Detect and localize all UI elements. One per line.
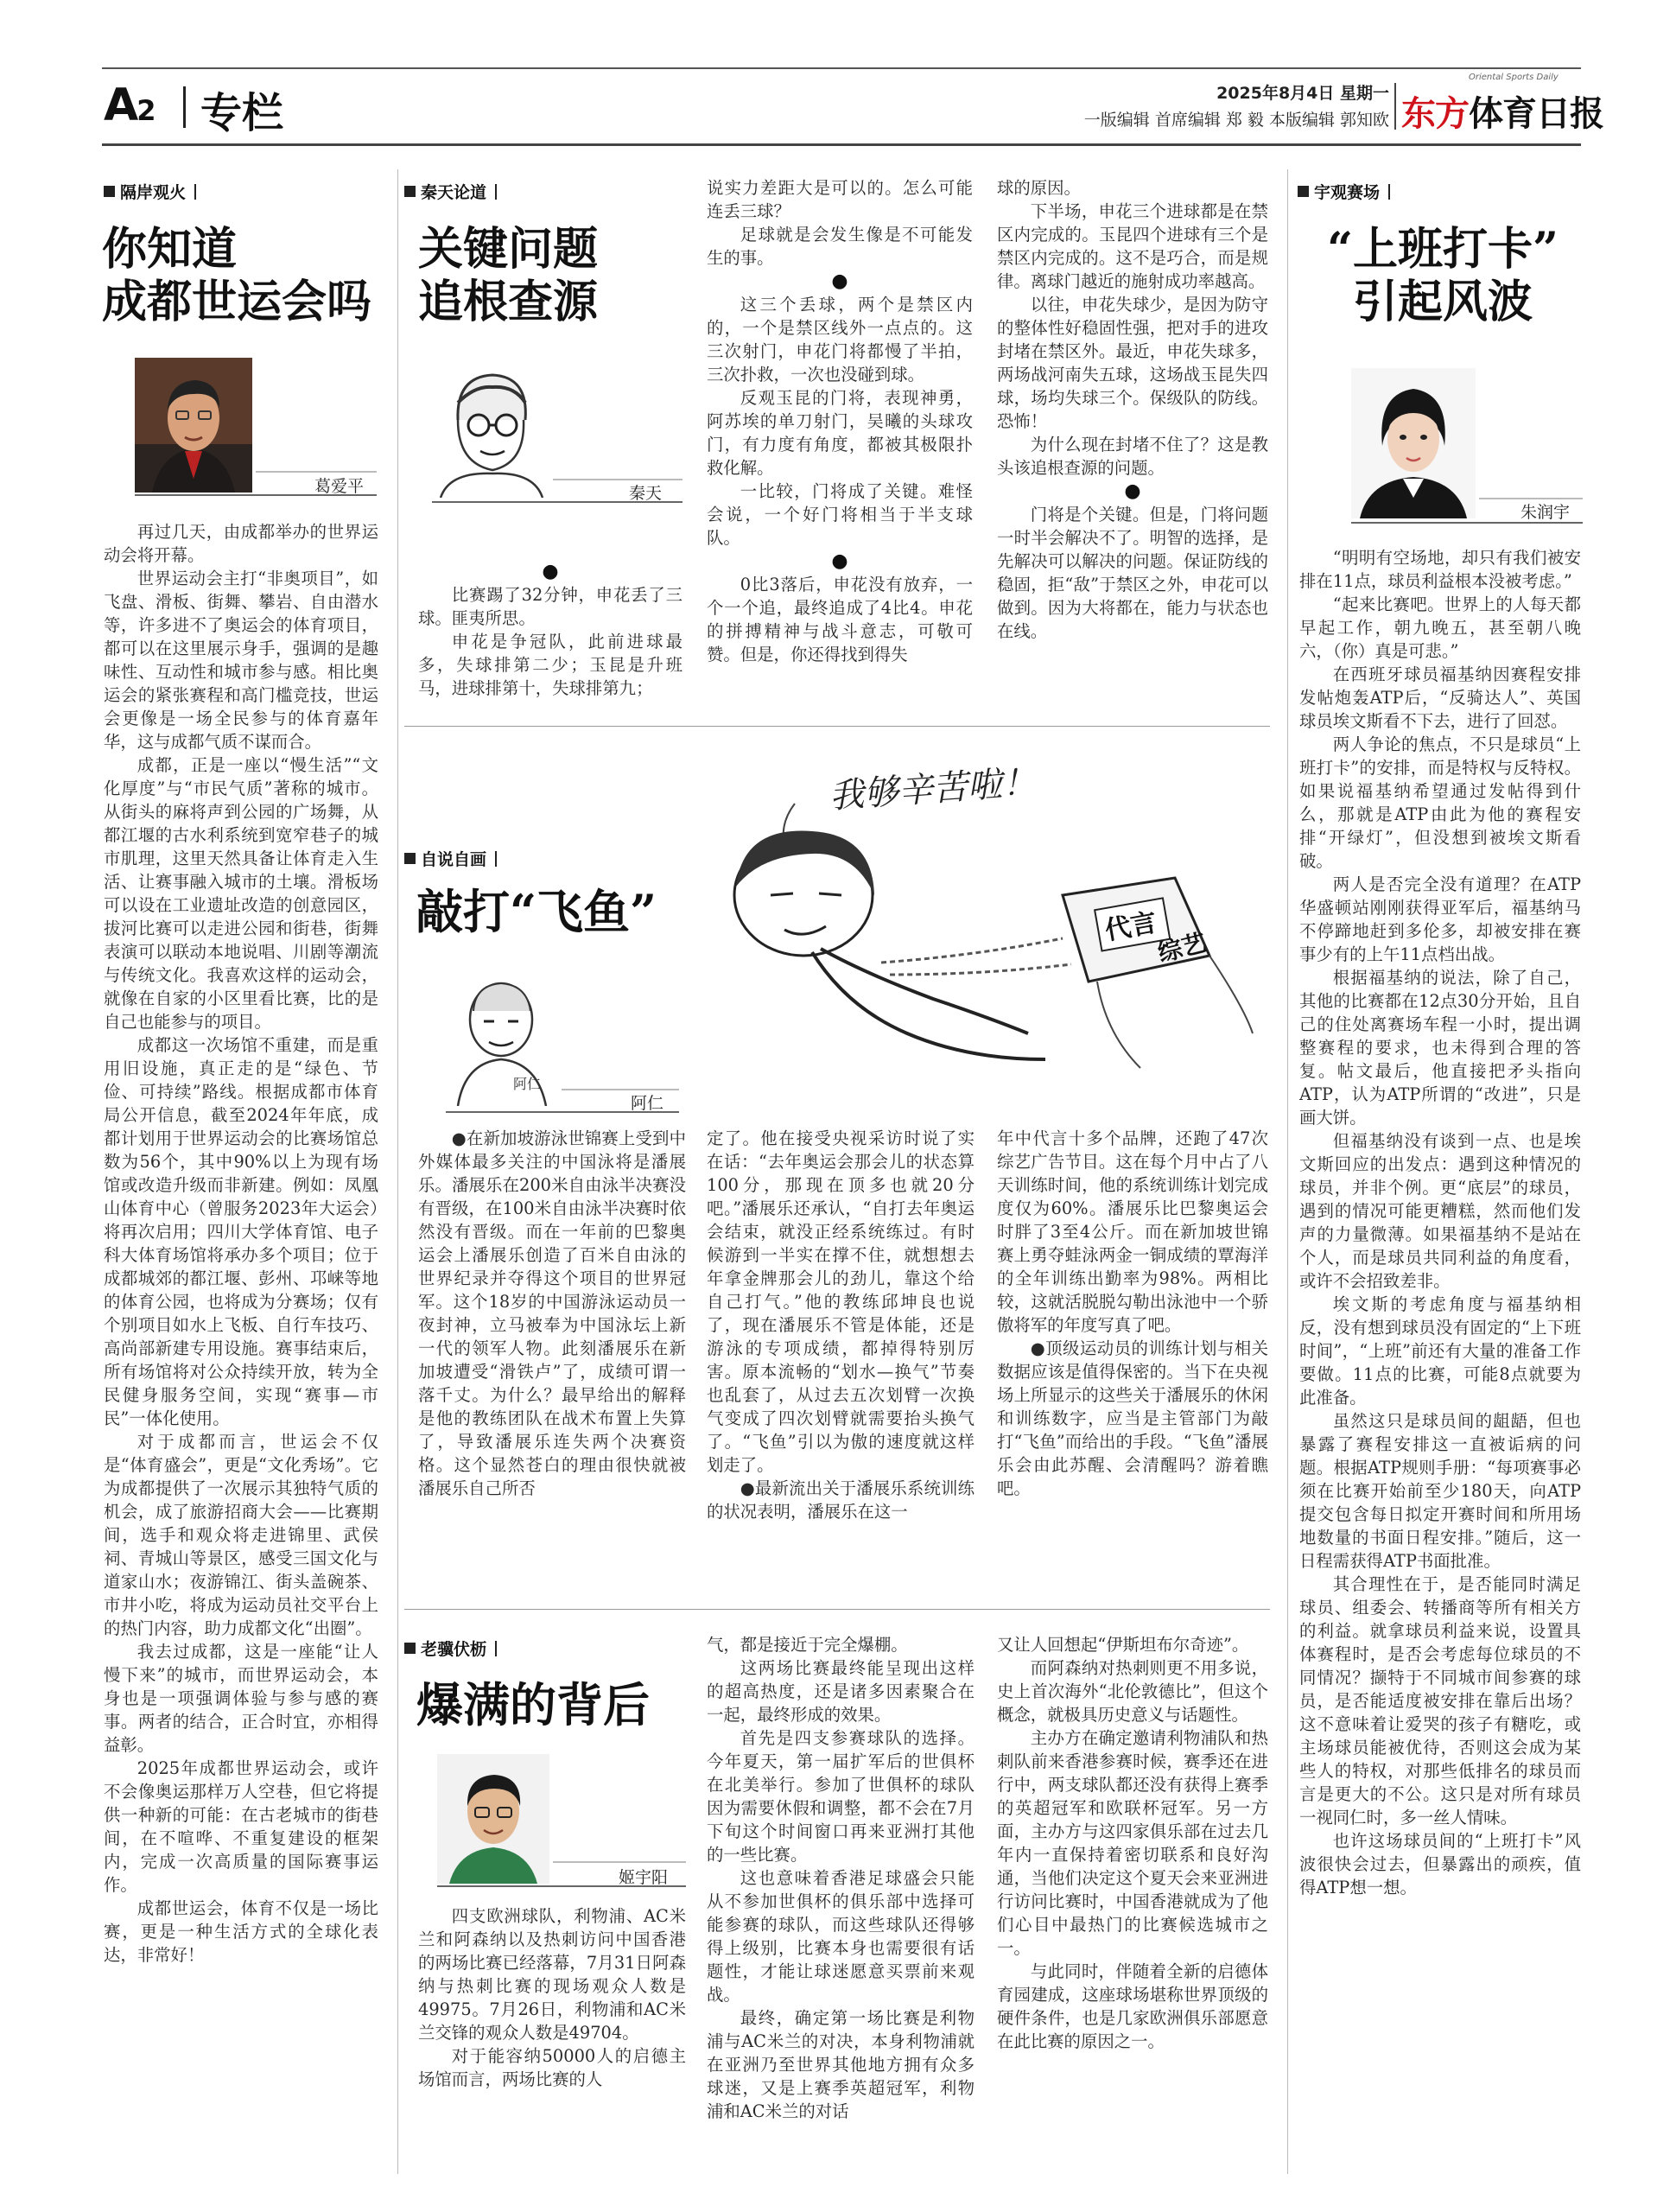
cartoon-bag-label-2: 综艺: [1155, 928, 1209, 968]
page-code: A2: [104, 79, 155, 131]
section-title: 专栏: [200, 89, 284, 137]
column-label-2: 秦天论道: [404, 180, 497, 203]
paragraph: 门将是个关键。但是，门将问题一时半会解决不了。明智的选择，是先解决可以解决的问题。保证防线的稳固，拒“敌”于禁区之外，申花可以做到。因为大将都在，能力与状态也在线。: [997, 505, 1268, 641]
author-name-3: 朱润宇: [1521, 503, 1571, 522]
label-square-icon: [404, 853, 416, 864]
label-square-icon: [404, 1643, 416, 1654]
paragraph: 球的原因。: [997, 178, 1081, 198]
article-headline-2: 关键问题 追根查源: [418, 223, 599, 329]
cartoon-bag-label-1: 代言: [1102, 907, 1159, 947]
article-body-4b: [707, 1127, 975, 1593]
paragraph: 首先是四支参赛球队的选择。今年夏天，第一届扩军后的世俱杯在北美举行。参加了世俱杯的球队因为需要休假和调整，都不会在7月下旬这个时间窗口再来亚洲打其他的一些比赛。: [707, 1728, 975, 1865]
paragraph: 其合理性在于，是否能同时满足球员、组委会、转播商等所有相关方的利益。就拿球员利益来说，设置具体赛程时，是否会考虑每位球员的不同情况？撷特于不同城市间参赛的球员，是否能适度被安排在靠后出场？这不意味着让爱哭的孩子有糖吃，或主场球员能被优待，否则这会成为某些人的特权，对那些低排名的球员而言是更大的不公。这只是对所有球员一视同仁时，多一丝人情味。: [1299, 1574, 1581, 1827]
byline-underline-1: [256, 471, 377, 473]
column-label-5: 老骥伏枥: [404, 1637, 497, 1660]
logo-red-part: 东方: [1401, 93, 1469, 134]
paragraph: 最终，确定第一场比赛是利物浦与AC米兰的对决，本身利物浦就在亚洲乃至世界其他地方拥有众多球迷，又是上赛季英超冠军，利物浦和AC米兰的对话: [707, 2008, 975, 2121]
paragraph: 气，都是接近于完全爆棚。: [707, 1635, 908, 1655]
label-bar: [495, 851, 497, 867]
editor-credits: 一版编辑 首席编辑 郑 毅 本版编辑 郭知欧: [1083, 111, 1389, 130]
article-body-1: [104, 520, 378, 2145]
logo-separator: [1394, 83, 1396, 130]
paragraph: 虽然这只是球员间的龃龉，但也暴露了赛程安排这一直被诟病的问题。根据ATP规则手册：“每项赛事必须在比赛开始前至少180天，向ATP提交包含每日拟定开赛时间和所用场地数量的书面日程安排。”随后，这一日程需获得ATP书面批准。: [1299, 1411, 1581, 1571]
article-headline-1: 你知道 成都世运会吗: [102, 223, 372, 329]
logo-english: Oriental Sports Daily: [1469, 73, 1559, 82]
article-body-5c: [997, 1633, 1268, 2169]
paragraph: 两人是否完全没有道理？在ATP华盛顿站刚刚获得亚军后，福基纳马不停蹄地赶到多伦多，却被安排在赛事少有的上午11点档出战。: [1299, 874, 1581, 964]
label-square-icon: [404, 186, 416, 197]
bullet-dot: ●: [831, 270, 848, 292]
author-photo-1: [135, 358, 252, 493]
logo-black-part: 体育日报: [1469, 93, 1603, 134]
paragraph: 申花是争冠队，此前进球最多，失球排第二少；玉昆是升班马，进球排第十，失球排第九；: [418, 632, 682, 698]
author-photo-3: [1351, 368, 1476, 518]
paragraph: 也许这场球员间的“上班打卡”风波很快会过去，但暴露出的顽疾，值得ATP想一想。: [1299, 1831, 1581, 1897]
paragraph: 一比较，门将成了关键。难怪会说，一个好门将相当于半支球队。: [707, 481, 973, 548]
article-body-5b: [707, 1633, 975, 2169]
bullet-dot: ●: [1124, 480, 1141, 502]
label-bar: [495, 184, 497, 200]
paragraph: 足球就是会发生像是不可能发生的事。: [707, 225, 973, 268]
paragraph: “明明有空场地，却只有我们被安排在11点，球员利益根本没被考虑。”: [1299, 548, 1581, 591]
article-headline-3: “上班打卡” 引起风波: [1327, 223, 1559, 329]
article-body-2c: [997, 176, 1268, 712]
paragraph: 对于能容纳50000人的启德主场馆而言，两场比赛的人: [418, 2046, 686, 2089]
cartoon-caption: 我够辛苦啦！: [828, 762, 1038, 817]
paragraph: 我去过成都，这是一座能“让人慢下来”的城市，而世界运动会，本身也是一项强调体验与参与感的赛事。两者的结合，正合时宜，亦相得益彰。: [104, 1642, 378, 1755]
paragraph: ●在新加坡游泳世锦赛上受到中外媒体最多关注的中国泳将是潘展乐。潘展乐在200米自由泳半决赛没有晋级，在100米自由泳半决赛时依然没有晋级。而在一年前的巴黎奥运会上潘展乐创造了百米自由泳的世界纪录并夺得这个项目的世界冠军。这个18岁的中国游泳运动员一夜封神，立马被奉为中国泳坛上新一代的领军人物。此刻潘展乐在新加坡遭受“滑铁卢”了，成绩可谓一落千丈。为什么？最早给出的解释是他的教练团队在战术布置上失算了，导致潘展乐连失两个决赛资格。这个显然苍白的理由很快就被潘展乐自己所否: [418, 1128, 686, 1498]
paragraph: 成都这一次场馆不重建，而是重用旧设施，真正走的是“绿色、节俭、可持续”路线。根据成都市体育局公开信息，截至2024年年底，成都计划用于世界运动会的比赛场馆总数为56个，其中90%以上为现有场馆或改造升级而非新建。例如：凤凰山体育中心（曾服务2023年大运会）将再次启用；四川大学体育馆、电子科大体育场馆将承办多个项目；位于成都城郊的都江堰、彭州、邛崃等地的体育公园，也将成为分赛场；仅有个别项目如水上飞板、自行车技巧、高尚部新建专用设施。赛事结束后，所有场馆将对公众持续开放，转为全民健身服务空间，实现“赛事—市民”一体化使用。: [104, 1035, 378, 1428]
article-headline-4: 敲打“飞鱼”: [416, 884, 657, 939]
paragraph: 世界运动会主打“非奥项目”，如飞盘、滑板、街舞、攀岩、自由潜水等，许多进不了奥运会的体育项目，都可以在这里展示身手，强调的是趣味性、互动性和城市参与感。相比奥运会的紧张赛程和高门槛竞技，世运会更像是一场全民参与的体育嘉年华，这与成都气质不谋而合。: [104, 569, 378, 752]
bullet-dot: ●: [831, 550, 848, 572]
paragraph: 年中代言十多个品牌，还跑了47次综艺广告节目。这在每个月中占了八天训练时间，他的系统训练计划完成度仅为60%。潘展乐比巴黎奥运会时胖了3至4公斤。而在新加坡世锦赛上勇夺蛙泳两金一铜成绩的覃海洋的全年训练出勤率为98%。两相比较，这就活脱脱勾勒出泳池中一个骄傲将军的年度写真了吧。: [997, 1128, 1268, 1335]
paragraph: 成都世运会，体育不仅是一场比赛，更是一种生活方式的全球化表达，非常好！: [104, 1898, 378, 1965]
masthead-bottom-rule: [102, 143, 1581, 146]
paragraph: 这也意味着香港足球盛会只能从不参加世俱杯的俱乐部中选择可能参赛的球队，而这些球队还得够得上级别，比赛本身也需要很有话题性，才能让球迷愿意买票前来观战。: [707, 1868, 975, 2005]
paragraph: 成都，正是一座以“慢生活”“文化厚度”与“市民气质”著称的城市。从街头的麻将声到公园的广场舞，从都江堰的古水利系统到宽窄巷子的城市肌理，这里天然具备让体育走入生活、让赛事融入城市的土壤。滑板场可以设在工业遗址改造的创意园区，拔河比赛可以走进公园和街巷，街舞表演可以联动本地说唱、川剧等潮流与传统文化。我喜欢这样的运动会，就像在自家的小区里看比赛，比的是自己也能参与的项目。: [104, 755, 378, 1032]
author-name-4: 阿仁: [631, 1094, 664, 1113]
author-name-2: 秦天: [629, 484, 663, 503]
paragraph: 0比3落后，申花没有放弃，一个一个追，最终追成了4比4。申花的拼搏精神与战斗意志，可敬可赞。但是，你还得找到得失: [707, 575, 973, 664]
paragraph: 2025年成都世界运动会，或许不会像奥运那样万人空巷，但它将提供一种新的可能：在古老城市的街巷间，在不喧哗、不重复建设的框架内，完成一次高质量的国际赛事运作。: [104, 1758, 378, 1895]
paragraph: “起来比赛吧。世界上的人每天都早起工作，朝九晚五，甚至朝八晚六，（你）真是可悲。”: [1299, 594, 1581, 661]
paragraph: 主办方在确定邀请利物浦队和热刺队前来香港参赛时候，赛季还在进行中，两支球队都还没有获得上赛季的英超冠军和欧联杯冠军。另一方面，主办方与这四家俱乐部在过去几年内一直保持着密切联系和良好沟通，当他们决定这个夏天会来亚洲进行访问比赛时，中国香港就成为了他们心目中最热门的比赛候选城市之一。: [997, 1728, 1268, 1958]
label-square-icon: [104, 186, 115, 197]
article-body-4a: [418, 1127, 686, 1593]
svg-text:阿仁: 阿仁: [513, 1076, 542, 1092]
masthead-separator: [183, 86, 186, 128]
paragraph: 再过几天，由成都举办的世界运动会将开幕。: [104, 522, 378, 565]
issue-date: 2025年8月4日 星期一: [1216, 84, 1389, 103]
paragraph: 说实力差距大是可以的。怎么可能连丢三球？: [707, 178, 973, 221]
column-divider: [397, 169, 398, 2174]
author-caricature-4: [446, 976, 558, 1106]
section-divider: [404, 1609, 1270, 1610]
paragraph: 下半场，申花三个进球都是在禁区内完成的。玉昆四个进球有三个是禁区内完成的。这不是巧合，而是规律。离球门越近的施射成功率越高。: [997, 201, 1268, 291]
section-divider: [404, 726, 1270, 727]
column-label-1: 隔岸观火: [104, 180, 196, 203]
paragraph: 比赛踢了32分钟，申花丢了三球。匪夷所思。: [418, 585, 682, 628]
paragraph: 这两场比赛最终能呈现出这样的超高热度，还是诸多因素聚合在一起，最终形成的效果。: [707, 1658, 975, 1725]
article-body-2b: [707, 176, 973, 712]
author-name-5: 姬宇阳: [619, 1868, 669, 1887]
byline-underline-5: [553, 1861, 686, 1863]
editorial-cartoon: [691, 748, 1287, 1094]
paragraph: 定了。他在接受央视采访时说了实在话：“去年奥运会那会儿的状态算100分，那现在顶多也就20分吧。”潘展乐还承认，“自打去年奥运会结束，就没正经系统练过。有时候游到一半实在撑不住，就想想去年拿金牌那会儿的劲儿，靠这个给自己打气。”他的教练邱坤良也说了，现在潘展乐不管是体能，还是游泳的专项成绩，都掉得特别厉害。原本流畅的“划水—换气”节奏也乱套了，从过去五次划臂一次换气变成了四次划臂就需要抬头换气了。“飞鱼”引以为傲的速度就这样划走了。: [707, 1128, 975, 1475]
label-square-icon: [1298, 186, 1309, 197]
paragraph: 在西班牙球员福基纳因赛程安排发帖炮轰ATP后，“反骑达人”、英国球员埃文斯看不下去，进行了回怼。: [1299, 664, 1581, 731]
article-headline-5: 爆满的背后: [416, 1677, 650, 1732]
paragraph: 反观玉昆的门将，表现神勇，阿苏埃的单刀射门，吴曦的头球攻门，有力度有角度，都被其极限扑救化解。: [707, 388, 973, 478]
author-caricature-2: [432, 368, 548, 498]
label-bar: [495, 1641, 497, 1656]
label-bar: [194, 184, 196, 200]
paragraph: 以往，申花失球少，是因为防守的整体性好稳固性强，把对手的进攻封堵在禁区外。最近，申花失球多，两场战河南失五球，这场战玉昆失四球，场均失球三个。保级队的防线。恐怖！: [997, 295, 1268, 431]
paragraph: 这三个丢球，两个是禁区内的，一个是禁区线外一点点的。这三次射门，申花门将都慢了半拍，三次扑救，一次也没碰到球。: [707, 295, 973, 385]
article-body-4c: [997, 1127, 1268, 1593]
paragraph: 根据福基纳的说法，除了自己，其他的比赛都在12点30分开始，且自己的住处离赛场车程一小时，提出调整赛程的要求，也未得到合理的答复。帖文最后，他直接把矛头指向ATP，认为ATP所谓的“改进”，只是画大饼。: [1299, 968, 1581, 1128]
masthead-top-rule: [102, 67, 1581, 69]
newspaper-logo: [1401, 86, 1603, 136]
author-name-1: 葛爱平: [314, 477, 365, 496]
paragraph: 又让人回想起“伊斯坦布尔奇迹”。: [997, 1635, 1249, 1655]
paragraph: 四支欧洲球队，利物浦、AC米兰和阿森纳以及热刺访问中国香港的两场比赛已经落幕，7月31日阿森纳与热刺比赛的现场观众人数是49975。7月26日，利物浦和AC米兰交锋的观众人数是49704。: [418, 1906, 686, 2043]
bullet-dot: ●: [542, 561, 559, 582]
paragraph: ●顶级运动员的训练计划与相关数据应该是值得保密的。当下在央视场上所显示的这些关于潘展乐的休闲和训练数字，应当是主管部门为敲打“飞鱼”而给出的手段。“飞鱼”潘展乐会由此苏醒、会清醒吗？游着瞧吧。: [997, 1338, 1268, 1498]
article-body-5a: [418, 1904, 686, 2164]
article-body-3: [1299, 546, 1581, 2167]
paragraph: 而阿森纳对热刺则更不用多说，史上首次海外“北伦敦德比”，但这个概念，就极具历史意义与话题性。: [997, 1658, 1268, 1725]
paragraph: 为什么现在封堵不住了？这是教头该追根查源的问题。: [997, 435, 1268, 478]
paragraph: 埃文斯的考虑角度与福基纳相反，没有想到球员没有固定的“上下班时间”，“上班”前还有大量的准备工作要做。11点的比赛，可能8点就要为此准备。: [1299, 1294, 1581, 1408]
column-label-3: 宇观赛场: [1298, 180, 1390, 203]
page-number: 2: [136, 94, 155, 127]
paragraph: 两人争论的焦点，不只是球员“上班打卡”的安排，而是特权与反特权。如果说福基纳希望通过发帖得到什么，那就是ATP由此为他的赛程安排“开绿灯”，但没想到被埃文斯看破。: [1299, 734, 1581, 871]
article-body-2a: [418, 560, 682, 724]
paragraph: 对于成都而言，世运会不仅是“体育盛会”，更是“文化秀场”。它为成都提供了一次展示其独特气质的机会，成了旅游招商大会——比赛期间，选手和观众将走进锦里、武侯祠、青城山等景区，感受三国文化与道家山水；夜游锦江、街头盖碗茶、市井小吃，将成为运动员社交平台上的热门内容，助力成都文化“出圈”。: [104, 1432, 378, 1638]
paragraph: 与此同时，伴随着全新的启德体育园建成，这座球场堪称世界顶级的硬件条件，也是几家欧洲俱乐部愿意在此比赛的原因之一。: [997, 1961, 1268, 2051]
paragraph: ●最新流出关于潘展乐系统训练的状况表明，潘展乐在这一: [707, 1478, 975, 1522]
author-photo-5: [437, 1754, 549, 1884]
column-label-4: 自说自画: [404, 847, 497, 870]
column-divider: [1287, 169, 1288, 2174]
paragraph: 但福基纳没有谈到一点、也是埃文斯回应的出发点：遇到这种情况的球员，并非个例。更“底层”的球员，遇到的情况可能更糟糕，然而他们发声的力量微薄。如果福基纳不是站在个人，而是球员共同利益的角度看，或许不会招致差非。: [1299, 1131, 1581, 1291]
byline-underline-2: [553, 479, 682, 480]
label-bar: [1388, 184, 1390, 200]
